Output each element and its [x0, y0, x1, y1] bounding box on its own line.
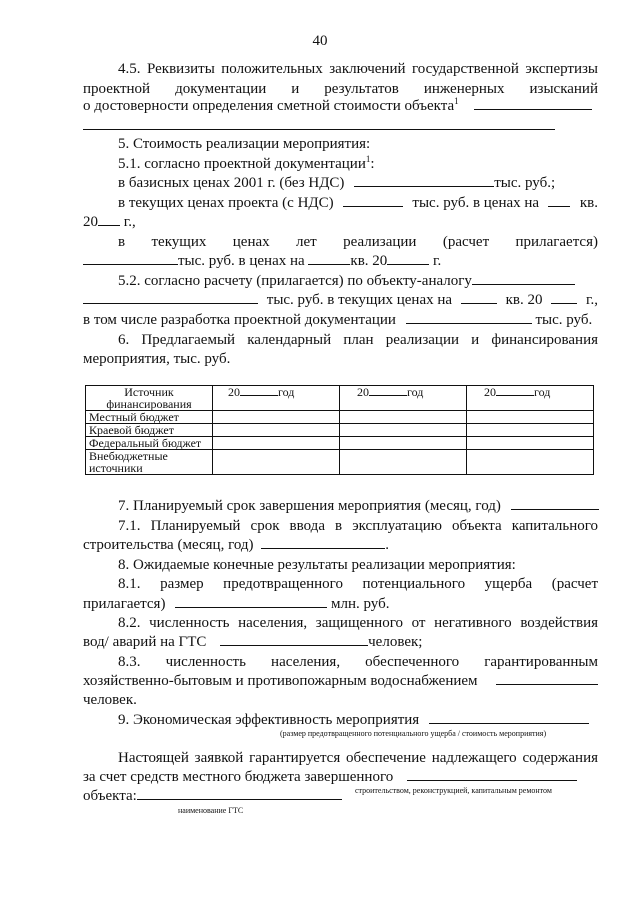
unit: человек;: [368, 634, 423, 650]
blank-protected-population[interactable]: [220, 633, 368, 646]
kv: кв.: [579, 195, 598, 211]
s4-5-line3-text: о достоверности определения сметной стоимости объекта: [83, 98, 455, 114]
blank-year[interactable]: [98, 213, 120, 226]
year-suffix: год: [278, 385, 295, 399]
blank-object-name[interactable]: [137, 787, 342, 800]
g-dot: г.: [433, 253, 442, 269]
s8-1-text: прилагается): [83, 596, 166, 612]
s5-2-cont: [83, 291, 598, 309]
footnote-ref: 1: [365, 154, 371, 164]
cell[interactable]: [340, 450, 467, 475]
s8-1-line2: [83, 595, 389, 613]
s8-3-line3: человек.: [83, 692, 137, 708]
s8-2-text: вод/ аварий на ГТС: [83, 634, 207, 650]
row-label: Местный бюджет: [86, 411, 213, 424]
s9-note: (размер предотвращенного потенциального ущерба / стоимость мероприятия): [280, 729, 547, 738]
row-label: Краевой бюджет: [86, 424, 213, 437]
blank-conclusion[interactable]: [474, 97, 592, 110]
base-prices-label: в базисных ценах 2001 г. (без НДС): [118, 175, 345, 191]
cell[interactable]: [467, 437, 594, 450]
s5-2-mid: тыс. руб. в текущих ценах на: [266, 292, 453, 308]
blank-analog[interactable]: [472, 272, 575, 285]
closing-note-left: наименование ГТС: [178, 806, 244, 815]
cell[interactable]: [467, 450, 594, 475]
cell[interactable]: [213, 437, 340, 450]
s8-title: 8. Ожидаемые конечные результаты реализации мероприятия:: [118, 557, 516, 573]
year-suffix: год: [534, 385, 551, 399]
s7-line: [118, 497, 599, 515]
blank-analog-sum[interactable]: [83, 291, 258, 304]
s8-2-line2: [83, 633, 422, 651]
blank-quarter[interactable]: [308, 252, 350, 265]
blank-year[interactable]: [387, 252, 429, 265]
g-comma: г.,: [585, 292, 598, 308]
cell[interactable]: [340, 437, 467, 450]
table-header-row: [86, 386, 594, 411]
s9-label: 9. Экономическая эффективность мероприятия: [118, 712, 420, 728]
s6-line1: 6. Предлагаемый календарный план реализации и финансирования: [118, 332, 598, 348]
blank-current-project[interactable]: [343, 194, 403, 207]
cell[interactable]: [467, 424, 594, 437]
design-docs-label: в том числе разработка проектной документации: [83, 312, 396, 328]
s5-1-text: 5.1. согласно проектной документации: [118, 156, 366, 172]
blank-year[interactable]: [369, 386, 407, 396]
unit: тыс. руб.: [535, 312, 593, 328]
kv-20: кв. 20: [350, 253, 388, 269]
header-year-2: [340, 386, 467, 411]
object-label: объекта:: [83, 788, 137, 804]
blank-year[interactable]: [496, 386, 534, 396]
s8-3-line1: 8.3. численность населения, обеспеченного гарантированным: [118, 654, 598, 670]
blank-impl-years[interactable]: [83, 252, 178, 265]
blank-year[interactable]: [240, 386, 278, 396]
row-label: Федеральный бюджет: [86, 437, 213, 450]
closing-line2: [83, 768, 577, 786]
s5-2-line: [118, 272, 575, 290]
cell[interactable]: [213, 450, 340, 475]
blank-design-docs[interactable]: [406, 311, 532, 324]
s9-line: [118, 711, 589, 729]
dot: .: [385, 537, 390, 553]
blank-work-type[interactable]: [407, 768, 577, 781]
closing-text: за счет средств местного бюджета завершенного: [83, 769, 394, 785]
row-label: Внебюджетные источники: [86, 450, 213, 475]
s8-3-text: хозяйственно-бытовым и противопожарным водоснабжением: [83, 673, 478, 689]
in-prices-on: тыс. руб. в ценах на: [412, 195, 540, 211]
closing-line1: Настоящей заявкой гарантируется обеспечение надлежащего содержания: [118, 750, 598, 766]
header-source: Источник финансирования: [86, 386, 213, 411]
s4-5-line3: [83, 97, 592, 115]
s7-1-line1: 7.1. Планируемый срок ввода в эксплуатацию объекта капитального: [118, 518, 598, 534]
s6-line2: мероприятия, тыс. руб.: [83, 351, 231, 367]
year-prefix: 20: [484, 385, 496, 399]
year-line: [83, 213, 136, 231]
blank-commissioning-date[interactable]: [261, 536, 385, 549]
footnote-ref: 1: [454, 96, 459, 106]
blank-water-supply[interactable]: [496, 672, 598, 685]
cell[interactable]: [213, 424, 340, 437]
page-number: 40: [312, 33, 328, 49]
s7-1-text: строительства (месяц, год): [83, 537, 254, 553]
s4-5-line2: проектной документации и результатов инженерных изысканий: [83, 81, 598, 97]
finance-table: [85, 385, 594, 475]
impl-years-label: в текущих ценах лет реализации (расчет прилагается): [118, 234, 598, 250]
s4-5-line1: 4.5. Реквизиты положительных заключений государственной экспертизы: [118, 61, 598, 77]
blank-quarter[interactable]: [548, 194, 570, 207]
cell[interactable]: [340, 411, 467, 424]
header-year-1: [213, 386, 340, 411]
s7-label: 7. Планируемый срок завершения мероприятия (месяц, год): [118, 498, 501, 514]
kv-20: кв. 20: [505, 292, 543, 308]
unit: тыс. руб.;: [494, 175, 556, 191]
year-prefix: 20: [357, 385, 369, 399]
blank-damage[interactable]: [175, 595, 327, 608]
blank-year[interactable]: [551, 291, 577, 304]
year-20: 20: [83, 214, 98, 230]
current-project-label: в текущих ценах проекта (с НДС): [118, 195, 334, 211]
closing-line3: [83, 787, 342, 805]
blank-efficiency[interactable]: [429, 711, 589, 724]
impl-years-tail-line: [83, 252, 441, 270]
base-prices-line: [118, 174, 555, 192]
current-project-line: [118, 194, 598, 212]
year-g: г.,: [123, 214, 136, 230]
header-year-3: [467, 386, 594, 411]
table-row: [86, 424, 594, 437]
blank-completion-date[interactable]: [511, 497, 599, 510]
table-row: [86, 450, 594, 475]
s8-1-line1: 8.1. размер предотвращенного потенциального ущерба (расчет: [118, 576, 598, 592]
year-suffix: год: [407, 385, 424, 399]
s8-2-line1: 8.2. численность населения, защищенного от негативного воздействия: [118, 615, 598, 631]
impl-years-tail: тыс. руб. в ценах на: [178, 253, 305, 269]
s5-2-label: 5.2. согласно расчету (прилагается) по объекту-аналогу: [118, 273, 472, 289]
cell[interactable]: [213, 411, 340, 424]
s7-1-line2: [83, 536, 389, 554]
closing-note-right: строительством, реконструкцией, капитальным ремонтом: [355, 786, 552, 795]
s8-3-line2: [83, 672, 598, 690]
design-docs-line: [83, 311, 592, 329]
blank-base-prices[interactable]: [354, 174, 494, 187]
cell[interactable]: [340, 424, 467, 437]
table-row: [86, 437, 594, 450]
s5-title: 5. Стоимость реализации мероприятия:: [118, 136, 371, 152]
cell[interactable]: [467, 411, 594, 424]
s5-1-label: [118, 155, 375, 173]
table-row: [86, 411, 594, 424]
year-prefix: 20: [228, 385, 240, 399]
colon: :: [370, 156, 375, 172]
unit: млн. руб.: [330, 596, 390, 612]
blank-conclusion-cont[interactable]: [83, 117, 555, 130]
blank-quarter[interactable]: [461, 291, 497, 304]
